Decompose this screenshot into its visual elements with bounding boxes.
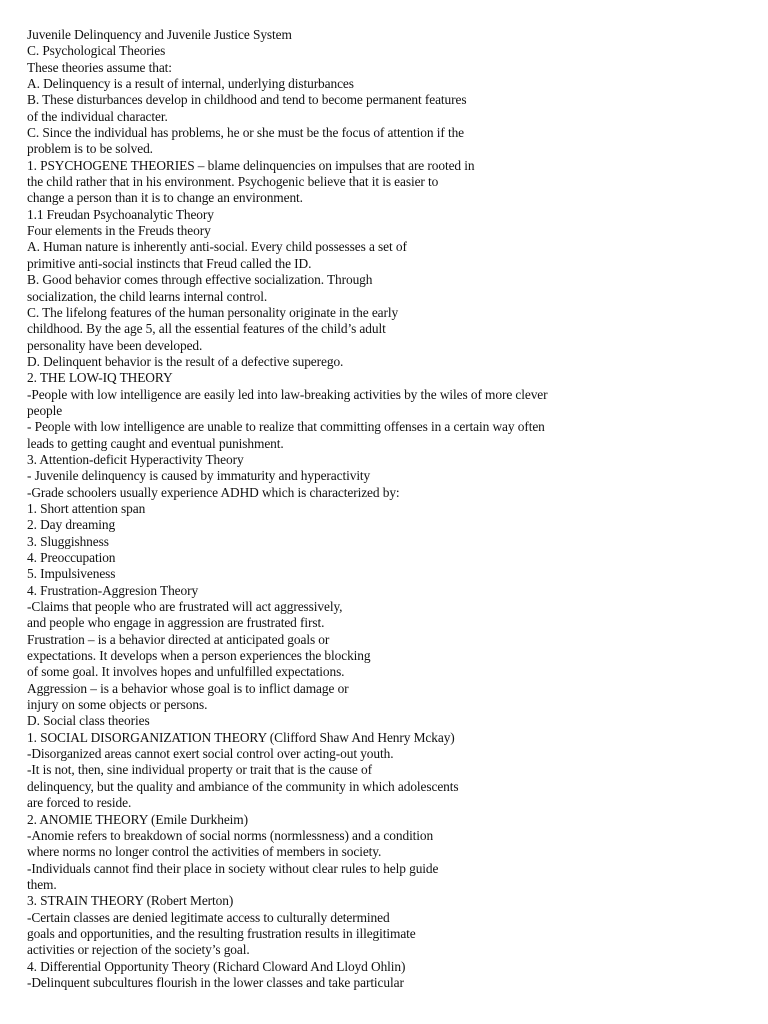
- text-line: 1. Short attention span: [27, 500, 146, 516]
- text-line: -Individuals cannot find their place in society without clear rules to help guide: [27, 860, 439, 876]
- text-line: -Anomie refers to breakdown of social norms (normlessness) and a condition: [27, 827, 434, 843]
- text-line: -Delinquent subcultures flourish in the lower classes and take particular: [27, 974, 404, 990]
- text-line: D. Social class theories: [27, 713, 150, 729]
- text-line: activities or rejection of the society’s goal.: [27, 942, 250, 958]
- text-line: 3. Sluggishness: [27, 533, 109, 549]
- text-line: Frustration – is a behavior directed at anticipated goals or: [27, 631, 330, 647]
- text-line: and people who engage in aggression are frustrated first.: [27, 615, 325, 631]
- text-line: injury on some objects or persons.: [27, 697, 208, 713]
- text-line: leads to getting caught and eventual punishment.: [27, 435, 284, 451]
- text-line: - Juvenile delinquency is caused by immaturity and hyperactivity: [27, 468, 371, 484]
- text-line: expectations. It develops when a person experiences the blocking: [27, 648, 371, 664]
- text-line: 5. Impulsiveness: [27, 566, 116, 582]
- text-line: 3. STRAIN THEORY (Robert Merton): [27, 893, 234, 909]
- text-line: are forced to reside.: [27, 795, 132, 811]
- text-line: -Certain classes are denied legitimate access to culturally determined: [27, 909, 390, 925]
- text-line: C. The lifelong features of the human personality originate in the early: [27, 304, 399, 320]
- text-line: 2. THE LOW-IQ THEORY: [27, 370, 173, 386]
- text-line: Juvenile Delinquency and Juvenile Justice System: [27, 27, 292, 42]
- text-line: 3. Attention-deficit Hyperactivity Theory: [27, 451, 244, 467]
- text-line: -Disorganized areas cannot exert social control over acting-out youth.: [27, 746, 394, 762]
- text-line: D. Delinquent behavior is the result of a defective superego.: [27, 353, 344, 369]
- text-line: 2. Day dreaming: [27, 517, 116, 533]
- text-line: -It is not, then, sine individual property or trait that is the cause of: [27, 762, 372, 778]
- text-line: C. Psychological Theories: [27, 43, 166, 59]
- text-line: primitive anti-social instincts that Freud called the ID.: [27, 255, 312, 271]
- text-line: B. These disturbances develop in childhood and tend to become permanent features: [27, 92, 467, 108]
- text-line: 4. Preoccupation: [27, 550, 116, 565]
- text-line: socialization, the child learns internal control.: [27, 288, 268, 304]
- text-line: them.: [27, 876, 57, 892]
- text-line: the child rather that in his environment. Psychogenic believe that it is easier to: [27, 174, 439, 190]
- text-line: A. Delinquency is a result of internal, underlying disturbances: [27, 76, 354, 92]
- text-line: 1. PSYCHOGENE THEORIES – blame delinquencies on impulses that are rooted in: [27, 157, 475, 173]
- text-line: of the individual character.: [27, 108, 168, 124]
- text-line: problem is to be solved.: [27, 141, 153, 157]
- text-line: goals and opportunities, and the resulting frustration results in illegitimate: [27, 925, 416, 941]
- text-line: - People with low intelligence are unable to realize that committing offenses in a certain way often: [27, 419, 545, 435]
- document-page: [27, 27, 747, 991]
- text-line: childhood. By the age 5, all the essential features of the child’s adult: [27, 321, 386, 337]
- text-line: C. Since the individual has problems, he or she must be the focus of attention if the: [27, 125, 465, 141]
- text-line: -Grade schoolers usually experience ADHD which is characterized by:: [27, 484, 400, 500]
- text-line: of some goal. It involves hopes and unfulfilled expectations.: [27, 664, 345, 680]
- text-line: 2. ANOMIE THEORY (Emile Durkheim): [27, 811, 248, 827]
- text-line: 4. Differential Opportunity Theory (Richard Cloward And Lloyd Ohlin): [27, 958, 406, 974]
- text-line: change a person than it is to change an environment.: [27, 190, 303, 206]
- text-line: 1. SOCIAL DISORGANIZATION THEORY (Clifford Shaw And Henry Mckay): [27, 729, 455, 745]
- text-line: Four elements in the Freuds theory: [27, 223, 211, 239]
- text-line: -People with low intelligence are easily led into law-breaking activities by the wiles of more clever: [27, 386, 548, 402]
- text-line: 4. Frustration-Aggresion Theory: [27, 582, 199, 598]
- text-line: Aggression – is a behavior whose goal is to inflict damage or: [27, 680, 349, 696]
- text-line: -Claims that people who are frustrated will act aggressively,: [27, 599, 343, 615]
- text-line: delinquency, but the quality and ambiance of the community in which adolescents: [27, 778, 459, 794]
- text-line: where norms no longer control the activities of members in society.: [27, 844, 382, 860]
- text-line: personality have been developed.: [27, 337, 203, 353]
- text-line: A. Human nature is inherently anti-social. Every child possesses a set of: [27, 239, 407, 255]
- text-line: people: [27, 402, 63, 418]
- text-line: These theories assume that:: [27, 59, 172, 75]
- text-line: 1.1 Freudan Psychoanalytic Theory: [27, 206, 214, 222]
- text-line: B. Good behavior comes through effective socialization. Through: [27, 272, 373, 288]
